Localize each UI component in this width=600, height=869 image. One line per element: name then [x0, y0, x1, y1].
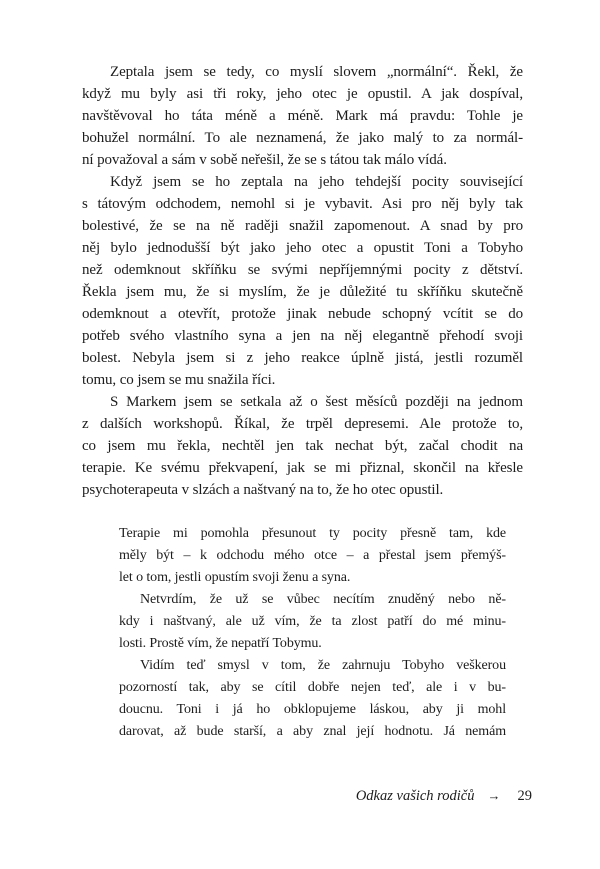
text-line: než odemknout skříňku se svými nepříjemnými pocity z dětství. [82, 262, 523, 278]
page-number: 29 [517, 788, 532, 804]
text-line: Zeptala jsem se tedy, co myslí slovem „normální“. Řekl, že [110, 64, 523, 80]
text-line: s tátovým odchodem, nemohl si je vybavit. Asi pro něj byly tak [82, 196, 523, 212]
text-line: bolestivé, že se na ně raději snažil zapomenout. A snad by pro [82, 218, 523, 234]
text-line: let o tom, jestli opustím svoji ženu a syna. [119, 570, 351, 585]
body-text [82, 61, 523, 501]
text-line: Netvrdím, že už se vůbec necítím znuděný nebo ně- [140, 592, 506, 607]
text-line: terapie. Ke svému překvapení, jak se mi přiznal, skončil na křesle [82, 460, 523, 476]
text-line: darovat, až bude starší, a aby znal její hodnotu. Já nemám [119, 724, 506, 739]
text-line: odemknout a otevřít, protože jinak nebude schopný vcítit se do [82, 306, 523, 322]
text-line: ní považoval a sám v sobě neřešil, že se s tátou tak málo vídá. [82, 152, 447, 168]
text-line: pozorností tak, aby se cítil dobře nejen teď, ale i v bu- [119, 680, 506, 695]
text-line: z dalších workshopů. Říkal, že trpěl depresemi. Ale protože to, [82, 416, 523, 432]
text-line: Vidím teď smysl v tom, že zahrnuju Tobyho veškerou [140, 658, 506, 673]
text-line: Terapie mi pomohla přesunout ty pocity přesně tam, kde [119, 526, 506, 541]
text-line: když mu byly asi tři roky, jeho otec je opustil. A jak dospíval, [82, 86, 523, 102]
text-line: bohužel normální. To ale neznamená, že jako malý to za normál- [82, 130, 523, 146]
right-arrow-icon: → [487, 788, 501, 803]
text-line: Když jsem se ho zeptala na jeho tehdejší pocity související [110, 174, 523, 190]
page-footer [356, 788, 532, 805]
text-line: bolest. Nebyla jsem si z jeho reakce úplně jistá, jestli rozuměl [82, 350, 523, 366]
text-line: Řekla jsem mu, že si myslím, že je důležité tu skříňku skutečně [82, 284, 523, 300]
block-quote [119, 523, 506, 743]
text-line: psychoterapeuta v slzách a naštvaný na to, že ho otec opustil. [82, 482, 444, 498]
text-line: něj bylo jednodušší být jako jeho otec a opustit Toni a Tobyho [82, 240, 523, 256]
text-line: tomu, co jsem se mu snažila říci. [82, 372, 276, 388]
text-line: losti. Prostě vím, že nepatří Tobymu. [119, 636, 322, 651]
text-line: navštěvoval ho táta méně a méně. Mark má pravdu: Tohle je [82, 108, 523, 124]
text-line: S Markem jsem se setkala až o šest měsíců později na jednom [110, 394, 523, 410]
running-title: Odkaz vašich rodičů [355, 788, 475, 804]
text-line: kdy i naštvaný, ale už vím, že ta zlost patří do mé minu- [119, 614, 506, 629]
text-line: doucnu. Toni i já ho obklopujeme láskou, aby ji mohl [119, 702, 506, 717]
text-line: potřeb svého vlastního syna a jen na něj elegantně přehodí svoji [82, 328, 523, 344]
text-line: měly být – k odchodu mého otce – a přestal jsem přemýš- [119, 548, 506, 563]
text-line: co jsem mu řekla, nechtěl jen tak nechat být, začal chodit na [82, 438, 523, 454]
